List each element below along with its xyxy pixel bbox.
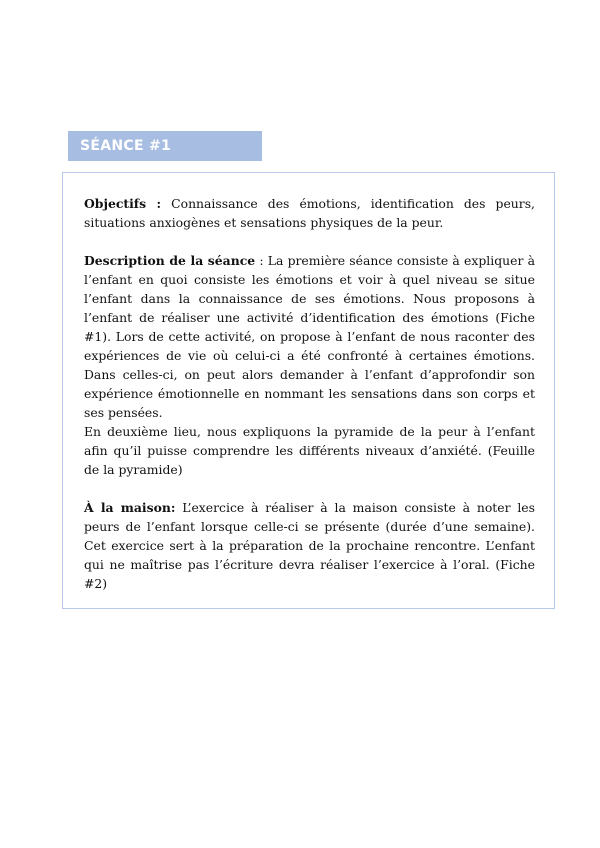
paragraph-spacer	[84, 479, 535, 498]
home-label: À la maison:	[84, 500, 176, 515]
session-content-box	[62, 172, 555, 609]
description-second-paragraph: En deuxième lieu, nous expliquons la pyramide de la peur à l’enfant afin qu’il puisse comprendre les différents niveaux d’anxiété. (Feuille de la pyramide)	[84, 424, 535, 477]
objectives-label: Objectifs :	[84, 196, 162, 211]
paragraph-spacer	[84, 232, 535, 251]
description-text: : La première séance consiste à expliquer à l’enfant en quoi consiste les émotions et voir à quel niveau se situe l’enfant dans la connaissance de ses émotions. Nous proposons à l’enfant de réaliser une activité d’identification des émotions (Fiche #1). Lors de cette activité, on propose à l’enfant de nous raconter des expériences de vie où celui-ci a été confronté à certaines émotions. Dans celles-ci, on peut alors demander à l’enfant d’approfondir son expérience émotionnelle en nommant les sensations dans son corps et ses pensées.	[84, 253, 535, 420]
objectives-paragraph	[84, 194, 535, 232]
objectives-text: Connaissance des émotions, identification des peurs, situations anxiogènes et sensations physiques de la peur.	[84, 196, 535, 230]
session-title: SÉANCE #1	[68, 131, 262, 161]
description-label: Description de la séance	[84, 253, 256, 268]
home-paragraph	[84, 498, 535, 593]
home-text: L’exercice à réaliser à la maison consiste à noter les peurs de l’enfant lorsque celle-ci se présente (durée d’une semaine). Cet exercice sert à la préparation de la prochaine rencontre. L’enfant qui ne maîtrise pas l’écriture devra réaliser l’exercice à l’oral. (Fiche #2)	[84, 500, 535, 591]
session-content	[84, 194, 535, 593]
description-paragraph	[84, 251, 535, 422]
